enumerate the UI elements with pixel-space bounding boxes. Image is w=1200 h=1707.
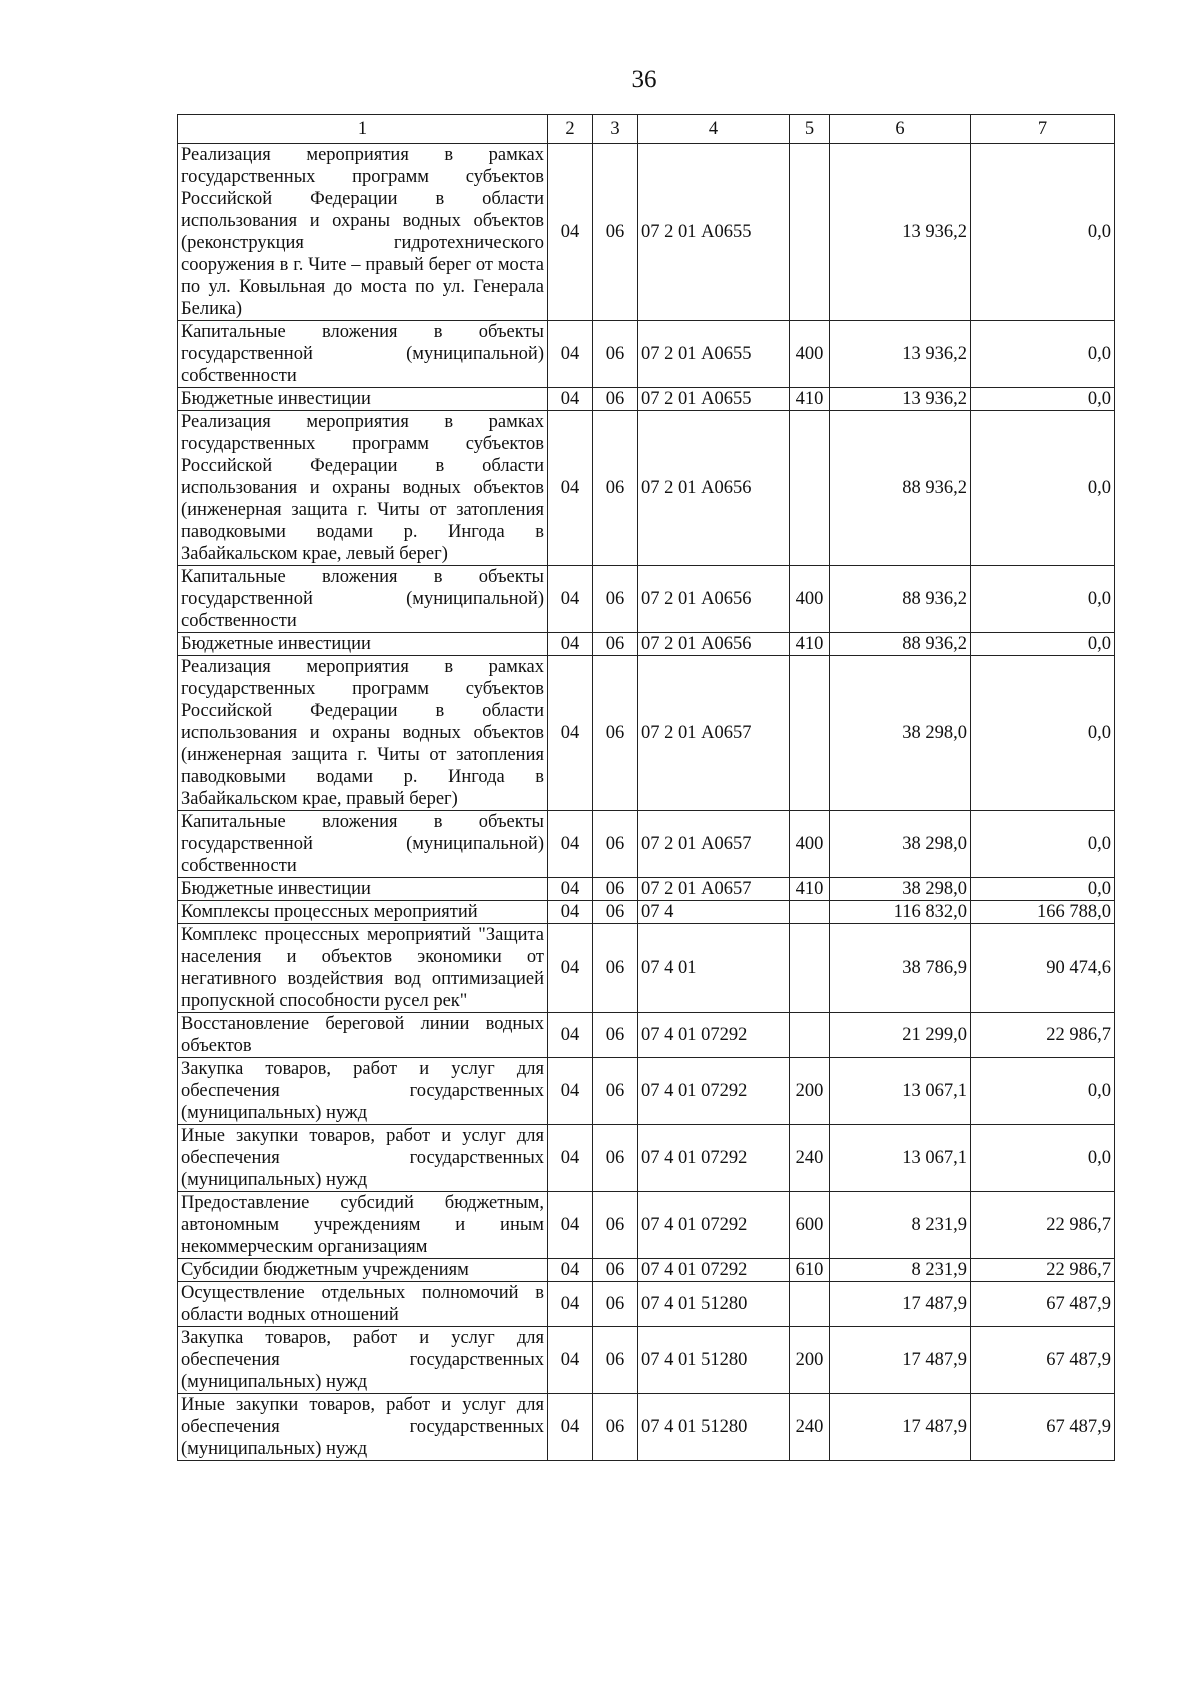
item-name-cell: Реализация мероприятия в рамках государственных программ субъектов Российской Федерации в области использования и охраны водных объектов (реконструкция гидротехнического сооружения в г. Чите – правый берег от моста по ул. Ковыльная до моста по ул. Генерала Белика) [178,144,548,321]
subsection-code-cell: 06 [593,656,638,811]
section-code-cell: 04 [548,1192,593,1259]
amount-year1-cell: 8 231,9 [830,1192,971,1259]
item-name-cell: Бюджетные инвестиции [178,878,548,901]
target-article-cell: 07 2 01 А0656 [638,566,790,633]
item-name-cell: Бюджетные инвестиции [178,633,548,656]
target-article-cell: 07 4 01 07292 [638,1259,790,1282]
section-code-cell: 04 [548,811,593,878]
item-name-cell: Капитальные вложения в объекты государственной (муниципальной) собственности [178,321,548,388]
amount-year1-cell: 17 487,9 [830,1282,971,1327]
column-header: 5 [790,115,830,144]
expense-type-cell: 240 [790,1125,830,1192]
amount-year2-cell: 22 986,7 [971,1192,1115,1259]
target-article-cell: 07 2 01 А0657 [638,656,790,811]
expense-type-cell: 610 [790,1259,830,1282]
amount-year1-cell: 38 298,0 [830,811,971,878]
item-name-cell: Комплекс процессных мероприятий "Защита населения и объектов экономики от негативного воздействия вод оптимизацией пропускной способности русел рек" [178,924,548,1013]
item-name-cell: Иные закупки товаров, работ и услуг для обеспечения государственных (муниципальных) нужд [178,1394,548,1461]
subsection-code-cell: 06 [593,1125,638,1192]
amount-year1-cell: 13 936,2 [830,144,971,321]
section-code-cell: 04 [548,388,593,411]
subsection-code-cell: 06 [593,633,638,656]
amount-year1-cell: 8 231,9 [830,1259,971,1282]
subsection-code-cell: 06 [593,1282,638,1327]
item-name-cell: Иные закупки товаров, работ и услуг для обеспечения государственных (муниципальных) нужд [178,1125,548,1192]
section-code-cell: 04 [548,1125,593,1192]
table-row [178,1327,1115,1394]
subsection-code-cell: 06 [593,878,638,901]
expense-type-cell: 240 [790,1394,830,1461]
expense-type-cell: 600 [790,1192,830,1259]
target-article-cell: 07 2 01 А0655 [638,388,790,411]
item-name-cell: Капитальные вложения в объекты государственной (муниципальной) собственности [178,566,548,633]
amount-year1-cell: 21 299,0 [830,1013,971,1058]
expense-type-cell [790,1013,830,1058]
table-row [178,1058,1115,1125]
amount-year1-cell: 38 786,9 [830,924,971,1013]
subsection-code-cell: 06 [593,1327,638,1394]
table-row [178,924,1115,1013]
amount-year1-cell: 38 298,0 [830,878,971,901]
amount-year2-cell: 67 487,9 [971,1282,1115,1327]
item-name-cell: Реализация мероприятия в рамках государственных программ субъектов Российской Федерации в области использования и охраны водных объектов (инженерная защита г. Читы от затопления паводковыми водами р. Ингода в Забайкальском крае, левый берег) [178,411,548,566]
amount-year1-cell: 13 067,1 [830,1125,971,1192]
subsection-code-cell: 06 [593,901,638,924]
subsection-code-cell: 06 [593,1394,638,1461]
target-article-cell: 07 4 01 07292 [638,1125,790,1192]
expense-type-cell: 400 [790,321,830,388]
target-article-cell: 07 4 01 51280 [638,1282,790,1327]
table-row [178,878,1115,901]
column-header: 2 [548,115,593,144]
target-article-cell: 07 4 01 07292 [638,1058,790,1125]
amount-year2-cell: 90 474,6 [971,924,1115,1013]
table-row [178,656,1115,811]
expense-type-cell: 200 [790,1058,830,1125]
item-name-cell: Восстановление береговой линии водных объектов [178,1013,548,1058]
section-code-cell: 04 [548,878,593,901]
table-row [178,1394,1115,1461]
expense-type-cell: 410 [790,633,830,656]
target-article-cell: 07 2 01 А0657 [638,811,790,878]
amount-year1-cell: 38 298,0 [830,656,971,811]
amount-year1-cell: 13 067,1 [830,1058,971,1125]
section-code-cell: 04 [548,144,593,321]
item-name-cell: Комплексы процессных мероприятий [178,901,548,924]
expense-type-cell: 400 [790,566,830,633]
subsection-code-cell: 06 [593,1058,638,1125]
column-header: 6 [830,115,971,144]
item-name-cell: Субсидии бюджетным учреждениям [178,1259,548,1282]
column-header: 4 [638,115,790,144]
table-row [178,411,1115,566]
column-header: 3 [593,115,638,144]
table-row [178,1125,1115,1192]
column-number-row [178,115,1115,144]
table-row [178,144,1115,321]
table-row [178,388,1115,411]
subsection-code-cell: 06 [593,321,638,388]
amount-year2-cell: 0,0 [971,633,1115,656]
target-article-cell: 07 2 01 А0656 [638,411,790,566]
target-article-cell: 07 4 [638,901,790,924]
expense-type-cell [790,144,830,321]
target-article-cell: 07 4 01 07292 [638,1013,790,1058]
item-name-cell: Предоставление субсидий бюджетным, автономным учреждениям и иным некоммерческим организациям [178,1192,548,1259]
target-article-cell: 07 2 01 А0657 [638,878,790,901]
amount-year2-cell: 0,0 [971,1125,1115,1192]
amount-year1-cell: 88 936,2 [830,633,971,656]
section-code-cell: 04 [548,656,593,811]
table-row [178,1013,1115,1058]
expense-type-cell: 410 [790,878,830,901]
target-article-cell: 07 2 01 А0656 [638,633,790,656]
amount-year2-cell: 0,0 [971,411,1115,566]
amount-year1-cell: 88 936,2 [830,411,971,566]
table-row [178,1259,1115,1282]
section-code-cell: 04 [548,566,593,633]
column-header: 7 [971,115,1115,144]
amount-year2-cell: 67 487,9 [971,1327,1115,1394]
item-name-cell: Реализация мероприятия в рамках государственных программ субъектов Российской Федерации в области использования и охраны водных объектов (инженерная защита г. Читы от затопления паводковыми водами р. Ингода в Забайкальском крае, правый берег) [178,656,548,811]
section-code-cell: 04 [548,411,593,566]
section-code-cell: 04 [548,1013,593,1058]
target-article-cell: 07 4 01 [638,924,790,1013]
amount-year2-cell: 0,0 [971,388,1115,411]
amount-year1-cell: 88 936,2 [830,566,971,633]
amount-year2-cell: 0,0 [971,1058,1115,1125]
amount-year2-cell: 0,0 [971,321,1115,388]
amount-year2-cell: 0,0 [971,566,1115,633]
amount-year2-cell: 166 788,0 [971,901,1115,924]
item-name-cell: Бюджетные инвестиции [178,388,548,411]
subsection-code-cell: 06 [593,924,638,1013]
item-name-cell: Осуществление отдельных полномочий в области водных отношений [178,1282,548,1327]
section-code-cell: 04 [548,633,593,656]
table-row [178,1192,1115,1259]
expense-type-cell [790,901,830,924]
expense-type-cell: 200 [790,1327,830,1394]
expense-type-cell [790,1282,830,1327]
subsection-code-cell: 06 [593,811,638,878]
table-row [178,1282,1115,1327]
target-article-cell: 07 4 01 51280 [638,1394,790,1461]
amount-year2-cell: 22 986,7 [971,1259,1115,1282]
amount-year2-cell: 0,0 [971,144,1115,321]
target-article-cell: 07 4 01 51280 [638,1327,790,1394]
amount-year2-cell: 67 487,9 [971,1394,1115,1461]
amount-year2-cell: 0,0 [971,656,1115,811]
amount-year1-cell: 13 936,2 [830,321,971,388]
subsection-code-cell: 06 [593,1259,638,1282]
budget-table [177,114,1115,1461]
table-row [178,321,1115,388]
expense-type-cell: 410 [790,388,830,411]
section-code-cell: 04 [548,924,593,1013]
page-number: 36 [631,66,657,93]
table-row [178,633,1115,656]
target-article-cell: 07 4 01 07292 [638,1192,790,1259]
amount-year2-cell: 22 986,7 [971,1013,1115,1058]
section-code-cell: 04 [548,1058,593,1125]
table-row [178,566,1115,633]
item-name-cell: Закупка товаров, работ и услуг для обеспечения государственных (муниципальных) нужд [178,1327,548,1394]
subsection-code-cell: 06 [593,566,638,633]
amount-year1-cell: 17 487,9 [830,1327,971,1394]
expense-type-cell [790,411,830,566]
table-row [178,901,1115,924]
amount-year1-cell: 116 832,0 [830,901,971,924]
target-article-cell: 07 2 01 А0655 [638,144,790,321]
target-article-cell: 07 2 01 А0655 [638,321,790,388]
expense-type-cell: 400 [790,811,830,878]
section-code-cell: 04 [548,321,593,388]
expense-type-cell [790,924,830,1013]
amount-year1-cell: 17 487,9 [830,1394,971,1461]
item-name-cell: Закупка товаров, работ и услуг для обеспечения государственных (муниципальных) нужд [178,1058,548,1125]
column-header: 1 [178,115,548,144]
expense-type-cell [790,656,830,811]
section-code-cell: 04 [548,1394,593,1461]
item-name-cell: Капитальные вложения в объекты государственной (муниципальной) собственности [178,811,548,878]
section-code-cell: 04 [548,1282,593,1327]
subsection-code-cell: 06 [593,1013,638,1058]
subsection-code-cell: 06 [593,144,638,321]
amount-year2-cell: 0,0 [971,878,1115,901]
section-code-cell: 04 [548,1327,593,1394]
section-code-cell: 04 [548,901,593,924]
subsection-code-cell: 06 [593,1192,638,1259]
subsection-code-cell: 06 [593,388,638,411]
table-row [178,811,1115,878]
section-code-cell: 04 [548,1259,593,1282]
subsection-code-cell: 06 [593,411,638,566]
amount-year1-cell: 13 936,2 [830,388,971,411]
amount-year2-cell: 0,0 [971,811,1115,878]
